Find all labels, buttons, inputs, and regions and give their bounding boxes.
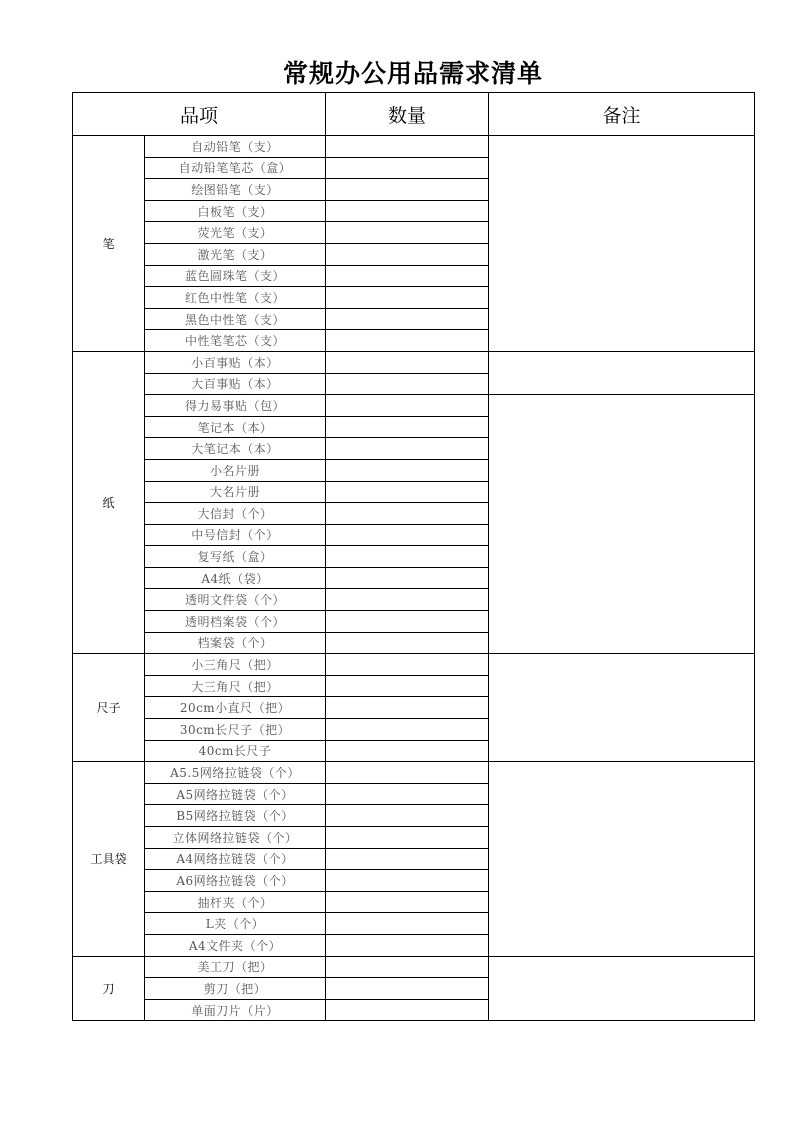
item-name-cell: 透明文件袋（个） <box>145 589 326 611</box>
quantity-cell[interactable] <box>326 546 489 568</box>
quantity-cell[interactable] <box>326 654 489 676</box>
item-name-cell: 红色中性笔（支） <box>145 287 326 309</box>
item-name-cell: A5.5网络拉链袋（个） <box>145 762 326 784</box>
remark-cell[interactable] <box>489 956 755 1021</box>
quantity-cell[interactable] <box>326 265 489 287</box>
page-title: 常规办公用品需求清单 <box>282 59 543 88</box>
quantity-cell[interactable] <box>326 848 489 870</box>
quantity-cell[interactable] <box>326 934 489 956</box>
quantity-cell[interactable] <box>326 697 489 719</box>
quantity-cell[interactable] <box>326 351 489 373</box>
quantity-cell[interactable] <box>326 222 489 244</box>
item-name-cell: B5网络拉链袋（个） <box>145 805 326 827</box>
quantity-cell[interactable] <box>326 783 489 805</box>
item-name-cell: 美工刀（把） <box>145 956 326 978</box>
item-name-cell: A4网络拉链袋（个） <box>145 848 326 870</box>
remark-cell[interactable] <box>489 654 755 762</box>
item-name-cell: 大笔记本（本） <box>145 438 326 460</box>
item-name-cell: 白板笔（支） <box>145 200 326 222</box>
quantity-cell[interactable] <box>326 632 489 654</box>
category-cell: 尺子 <box>73 654 145 762</box>
item-name-cell: 大百事贴（本） <box>145 373 326 395</box>
quantity-cell[interactable] <box>326 179 489 201</box>
item-name-cell: A6网络拉链袋（个） <box>145 870 326 892</box>
remark-cell[interactable] <box>489 351 755 394</box>
item-name-cell: 复写纸（盒） <box>145 546 326 568</box>
item-name-cell: 抽杆夹（个） <box>145 891 326 913</box>
item-name-cell: 立体网络拉链袋（个） <box>145 827 326 849</box>
quantity-cell[interactable] <box>326 870 489 892</box>
quantity-cell[interactable] <box>326 978 489 1000</box>
quantity-cell[interactable] <box>326 481 489 503</box>
quantity-cell[interactable] <box>326 675 489 697</box>
category-cell: 笔 <box>73 136 145 352</box>
quantity-cell[interactable] <box>326 956 489 978</box>
quantity-cell[interactable] <box>326 373 489 395</box>
category-cell: 纸 <box>73 351 145 653</box>
quantity-cell[interactable] <box>326 805 489 827</box>
table-row <box>73 395 755 417</box>
quantity-cell[interactable] <box>326 416 489 438</box>
header-row <box>73 93 755 136</box>
quantity-cell[interactable] <box>326 589 489 611</box>
quantity-cell[interactable] <box>326 308 489 330</box>
quantity-cell[interactable] <box>326 827 489 849</box>
item-name-cell: 中性笔笔芯（支） <box>145 330 326 352</box>
supplies-table <box>72 92 755 1021</box>
item-name-cell: 蓝色圆珠笔（支） <box>145 265 326 287</box>
table-row <box>73 351 755 373</box>
quantity-cell[interactable] <box>326 719 489 741</box>
quantity-cell[interactable] <box>326 200 489 222</box>
table-row <box>73 654 755 676</box>
quantity-cell[interactable] <box>326 524 489 546</box>
item-name-cell: A4纸（袋） <box>145 567 326 589</box>
item-name-cell: 20cm小直尺（把） <box>145 697 326 719</box>
item-name-cell: 小百事贴（本） <box>145 351 326 373</box>
item-name-cell: 单面刀片（片） <box>145 999 326 1021</box>
item-name-cell: 档案袋（个） <box>145 632 326 654</box>
item-name-cell: 透明档案袋（个） <box>145 611 326 633</box>
quantity-cell[interactable] <box>326 136 489 158</box>
quantity-cell[interactable] <box>326 611 489 633</box>
remark-cell[interactable] <box>489 762 755 956</box>
item-name-cell: 绘图铅笔（支） <box>145 179 326 201</box>
quantity-cell[interactable] <box>326 762 489 784</box>
item-name-cell: 笔记本（本） <box>145 416 326 438</box>
header-item: 品项 <box>73 93 326 136</box>
item-name-cell: 黑色中性笔（支） <box>145 308 326 330</box>
header-remark: 备注 <box>489 93 755 136</box>
remark-cell[interactable] <box>489 395 755 654</box>
item-name-cell: 40cm长尺子 <box>145 740 326 762</box>
category-cell: 刀 <box>73 956 145 1021</box>
item-name-cell: 激光笔（支） <box>145 243 326 265</box>
item-name-cell: 自动铅笔（支） <box>145 136 326 158</box>
remark-cell[interactable] <box>489 136 755 352</box>
item-name-cell: 中号信封（个） <box>145 524 326 546</box>
item-name-cell: 小名片册 <box>145 459 326 481</box>
quantity-cell[interactable] <box>326 287 489 309</box>
item-name-cell: 30cm长尺子（把） <box>145 719 326 741</box>
item-name-cell: 小三角尺（把） <box>145 654 326 676</box>
item-name-cell: L夹（个） <box>145 913 326 935</box>
table-row <box>73 762 755 784</box>
quantity-cell[interactable] <box>326 740 489 762</box>
item-name-cell: 大名片册 <box>145 481 326 503</box>
quantity-cell[interactable] <box>326 243 489 265</box>
item-name-cell: A4文件夹（个） <box>145 934 326 956</box>
item-name-cell: 自动铅笔笔芯（盒） <box>145 157 326 179</box>
quantity-cell[interactable] <box>326 157 489 179</box>
table-body <box>73 136 755 1021</box>
quantity-cell[interactable] <box>326 395 489 417</box>
item-name-cell: 大三角尺（把） <box>145 675 326 697</box>
item-name-cell: 得力易事贴（包） <box>145 395 326 417</box>
quantity-cell[interactable] <box>326 567 489 589</box>
quantity-cell[interactable] <box>326 999 489 1021</box>
quantity-cell[interactable] <box>326 503 489 525</box>
header-quantity: 数量 <box>326 93 489 136</box>
table-row <box>73 956 755 978</box>
item-name-cell: 大信封（个） <box>145 503 326 525</box>
item-name-cell: A5网络拉链袋（个） <box>145 783 326 805</box>
quantity-cell[interactable] <box>326 438 489 460</box>
item-name-cell: 荧光笔（支） <box>145 222 326 244</box>
quantity-cell[interactable] <box>326 459 489 481</box>
category-cell: 工具袋 <box>73 762 145 956</box>
table-row <box>73 136 755 158</box>
quantity-cell[interactable] <box>326 913 489 935</box>
item-name-cell: 剪刀（把） <box>145 978 326 1000</box>
quantity-cell[interactable] <box>326 891 489 913</box>
quantity-cell[interactable] <box>326 330 489 352</box>
